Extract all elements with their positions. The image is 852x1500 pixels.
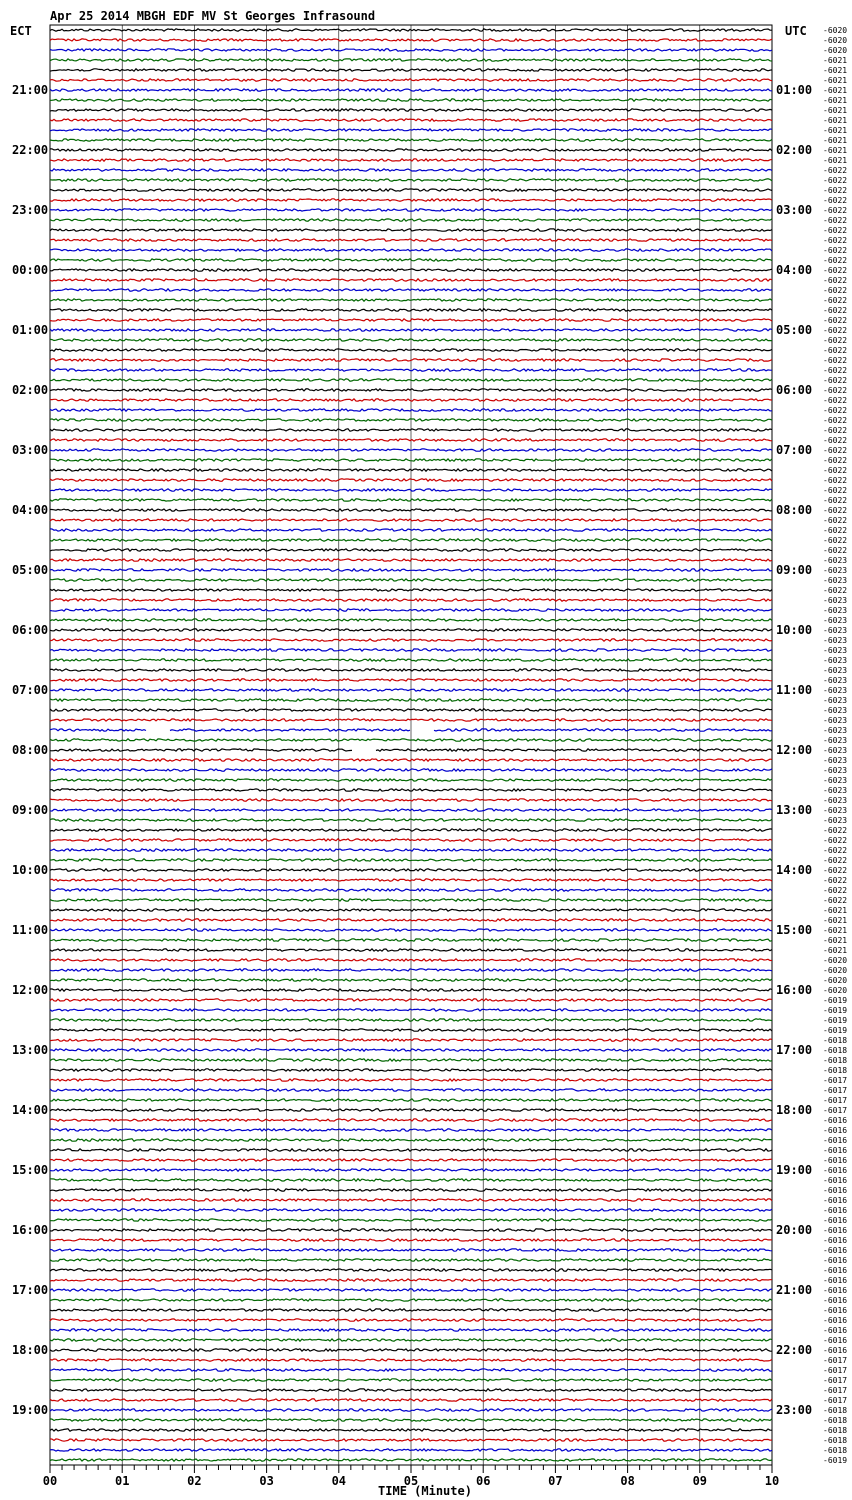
trace-offset-label: -6022 [823, 496, 848, 505]
trace-offset-label: -6016 [823, 1136, 848, 1145]
trace-offset-label: -6021 [823, 146, 848, 155]
right-hour-label: 05:00 [776, 323, 813, 337]
trace-offset-label: -6022 [823, 846, 848, 855]
trace-offset-label: -6022 [823, 396, 848, 405]
trace-offset-label: -6019 [823, 1006, 848, 1015]
trace-offset-label: -6022 [823, 406, 848, 415]
left-hour-label: 12:00 [12, 983, 49, 997]
left-hour-label: 14:00 [12, 1103, 49, 1117]
right-hour-label: 15:00 [776, 923, 813, 937]
trace-offset-label: -6021 [823, 56, 848, 65]
x-tick-label: 03 [259, 1474, 274, 1488]
right-hour-label: 03:00 [776, 203, 813, 217]
trace-offset-label: -6016 [823, 1346, 848, 1355]
trace-offset-label: -6021 [823, 156, 848, 165]
trace-offset-label: -6021 [823, 116, 848, 125]
trace-offset-label: -6022 [823, 886, 848, 895]
left-hour-label: 03:00 [12, 443, 49, 457]
right-hour-label: 01:00 [776, 83, 813, 97]
left-hour-label: 22:00 [12, 143, 49, 157]
trace-offset-label: -6022 [823, 216, 848, 225]
trace-offset-label: -6022 [823, 836, 848, 845]
trace-offset-label: -6019 [823, 1026, 848, 1035]
trace-offset-label: -6021 [823, 136, 848, 145]
trace-offset-label: -6022 [823, 226, 848, 235]
trace-offset-label: -6022 [823, 246, 848, 255]
left-hour-label: 10:00 [12, 863, 49, 877]
trace-offset-label: -6021 [823, 66, 848, 75]
trace-offset-label: -6023 [823, 706, 848, 715]
trace-offset-label: -6018 [823, 1416, 848, 1425]
trace-offset-label: -6018 [823, 1066, 848, 1075]
trace-offset-label: -6020 [823, 956, 848, 965]
trace-offset-label: -6022 [823, 336, 848, 345]
trace-offset-label: -6023 [823, 786, 848, 795]
x-tick-label: 04 [331, 1474, 347, 1488]
trace-offset-label: -6016 [823, 1266, 848, 1275]
right-hour-label: 18:00 [776, 1103, 813, 1117]
trace-offset-label: -6016 [823, 1236, 848, 1245]
trace-offset-label: -6022 [823, 856, 848, 865]
trace-offset-label: -6022 [823, 326, 848, 335]
trace-offset-label: -6016 [823, 1206, 848, 1215]
trace-offset-label: -6020 [823, 986, 848, 995]
trace-offset-label: -6017 [823, 1096, 848, 1105]
trace-offset-label: -6016 [823, 1116, 848, 1125]
trace-line [50, 499, 772, 501]
trace-offset-label: -6023 [823, 676, 848, 685]
trace-offset-label: -6023 [823, 656, 848, 665]
trace-offset-label: -6020 [823, 966, 848, 975]
trace-offset-label: -6017 [823, 1376, 848, 1385]
trace-offset-label: -6023 [823, 556, 848, 565]
trace-offset-label: -6021 [823, 946, 848, 955]
right-hour-label: 20:00 [776, 1223, 813, 1237]
left-hour-label: 02:00 [12, 383, 49, 397]
left-hour-label: 13:00 [12, 1043, 49, 1057]
trace-line [50, 559, 772, 561]
trace-offset-label: -6018 [823, 1426, 848, 1435]
trace-offset-label: -6023 [823, 736, 848, 745]
trace-offset-label: -6022 [823, 526, 848, 535]
right-hour-label: 19:00 [776, 1163, 813, 1177]
trace-offset-label: -6022 [823, 516, 848, 525]
x-tick-label: 02 [187, 1474, 202, 1488]
trace-offset-label: -6016 [823, 1176, 848, 1185]
x-tick-label: 00 [42, 1474, 58, 1488]
right-hour-label: 17:00 [776, 1043, 813, 1057]
left-hour-label: 16:00 [12, 1223, 49, 1237]
trace-offset-label: -6017 [823, 1386, 848, 1395]
right-hour-label: 10:00 [776, 623, 813, 637]
x-tick-label: 01 [114, 1474, 130, 1488]
left-hour-label: 09:00 [12, 803, 49, 817]
left-hour-label: 06:00 [12, 623, 49, 637]
right-hour-label: 13:00 [776, 803, 813, 817]
left-hour-labels [12, 83, 48, 1417]
trace-offset-label: -6020 [823, 26, 848, 35]
trace-offset-label: -6022 [823, 416, 848, 425]
x-axis-label: TIME (Minute) [378, 1484, 472, 1498]
left-hour-label: 00:00 [12, 263, 49, 277]
trace-offset-label: -6022 [823, 346, 848, 355]
right-hour-label: 04:00 [776, 263, 813, 277]
trace-offset-label: -6023 [823, 566, 848, 575]
trace-offset-label: -6023 [823, 726, 848, 735]
right-hour-label: 09:00 [776, 563, 813, 577]
trace-offset-label: -6017 [823, 1086, 848, 1095]
trace-offset-label: -6017 [823, 1356, 848, 1365]
trace-offset-label: -6018 [823, 1056, 848, 1065]
trace-offset-label: -6018 [823, 1446, 848, 1455]
trace-offset-label: -6016 [823, 1326, 848, 1335]
trace-offset-label: -6016 [823, 1156, 848, 1165]
trace-offset-label: -6021 [823, 96, 848, 105]
right-hour-label: 16:00 [776, 983, 813, 997]
left-hour-label: 04:00 [12, 503, 49, 517]
left-hour-label: 05:00 [12, 563, 49, 577]
trace-offset-label: -6022 [823, 546, 848, 555]
right-axis-label-utc: UTC [785, 24, 807, 38]
trace-offset-label: -6022 [823, 256, 848, 265]
trace-offset-label: -6019 [823, 996, 848, 1005]
left-hour-label: 08:00 [12, 743, 49, 757]
trace-offset-label: -6022 [823, 376, 848, 385]
trace-offset-label: -6022 [823, 316, 848, 325]
trace-offset-label: -6019 [823, 1016, 848, 1025]
trace-offset-label: -6021 [823, 916, 848, 925]
trace-offset-label: -6023 [823, 576, 848, 585]
trace-offset-label: -6023 [823, 616, 848, 625]
trace-offset-label: -6022 [823, 276, 848, 285]
trace-offset-label: -6023 [823, 696, 848, 705]
trace-offset-label: -6023 [823, 746, 848, 755]
right-hour-label: 22:00 [776, 1343, 813, 1357]
left-hour-label: 01:00 [12, 323, 49, 337]
trace-offset-label: -6021 [823, 86, 848, 95]
right-hour-label: 11:00 [776, 683, 813, 697]
trace-offset-label: -6022 [823, 446, 848, 455]
trace-offset-label: -6022 [823, 186, 848, 195]
left-hour-label: 19:00 [12, 1403, 49, 1417]
trace-offset-label: -6022 [823, 536, 848, 545]
trace-offset-labels [823, 26, 847, 1465]
left-hour-label: 18:00 [12, 1343, 49, 1357]
trace-offset-label: -6022 [823, 286, 848, 295]
left-hour-label: 07:00 [12, 683, 49, 697]
trace-offset-label: -6023 [823, 626, 848, 635]
trace-offset-label: -6022 [823, 166, 848, 175]
trace-offset-label: -6022 [823, 826, 848, 835]
x-tick-label: 05 [403, 1474, 419, 1488]
x-tick-label: 07 [548, 1474, 563, 1488]
trace-offset-label: -6016 [823, 1246, 848, 1255]
trace-offset-label: -6023 [823, 646, 848, 655]
left-axis-label-ect: ECT [10, 24, 32, 38]
trace-offset-label: -6018 [823, 1046, 848, 1055]
trace-offset-label: -6016 [823, 1216, 848, 1225]
trace-offset-label: -6016 [823, 1186, 848, 1195]
trace-offset-label: -6022 [823, 366, 848, 375]
left-hour-label: 23:00 [12, 203, 49, 217]
right-hour-labels [776, 83, 812, 1417]
trace-offset-label: -6022 [823, 266, 848, 275]
trace-offset-label: -6021 [823, 106, 848, 115]
x-tick-label: 08 [620, 1474, 635, 1488]
trace-offset-label: -6016 [823, 1256, 848, 1265]
trace-offset-label: -6016 [823, 1126, 848, 1135]
trace-offset-label: -6023 [823, 806, 848, 815]
trace-offset-label: -6020 [823, 976, 848, 985]
trace-offset-label: -6022 [823, 176, 848, 185]
trace-offset-label: -6017 [823, 1366, 848, 1375]
trace-offset-label: -6022 [823, 486, 848, 495]
right-hour-label: 07:00 [776, 443, 813, 457]
trace-offset-label: -6016 [823, 1196, 848, 1205]
x-tick-label: 06 [475, 1474, 491, 1488]
trace-offset-label: -6022 [823, 866, 848, 875]
left-hour-label: 17:00 [12, 1283, 49, 1297]
trace-offset-label: -6020 [823, 46, 848, 55]
x-tick-label: 10 [764, 1474, 780, 1488]
chart-title: Apr 25 2014 MBGH EDF MV St Georges Infrasound [50, 9, 376, 23]
trace-offset-label: -6022 [823, 236, 848, 245]
trace-offset-label: -6022 [823, 426, 848, 435]
left-hour-label: 15:00 [12, 1163, 49, 1177]
trace-offset-label: -6023 [823, 796, 848, 805]
trace-offset-label: -6016 [823, 1306, 848, 1315]
trace-offset-label: -6022 [823, 206, 848, 215]
trace-offset-label: -6018 [823, 1036, 848, 1045]
trace-offset-label: -6016 [823, 1296, 848, 1305]
trace-offset-label: -6022 [823, 896, 848, 905]
trace-offset-label: -6023 [823, 816, 848, 825]
trace-offset-label: -6023 [823, 716, 848, 725]
trace-offset-label: -6018 [823, 1436, 848, 1445]
left-hour-label: 21:00 [12, 83, 49, 97]
trace-offset-label: -6023 [823, 756, 848, 765]
trace-offset-label: -6023 [823, 606, 848, 615]
trace-offset-label: -6016 [823, 1146, 848, 1155]
right-hour-label: 02:00 [776, 143, 813, 157]
trace-offset-label: -6023 [823, 636, 848, 645]
trace-offset-label: -6020 [823, 36, 848, 45]
trace-offset-label: -6022 [823, 586, 848, 595]
right-hour-label: 21:00 [776, 1283, 813, 1297]
trace-offset-label: -6021 [823, 926, 848, 935]
left-hour-label: 11:00 [12, 923, 49, 937]
trace-offset-label: -6022 [823, 436, 848, 445]
trace-offset-label: -6021 [823, 936, 848, 945]
trace-offset-label: -6022 [823, 306, 848, 315]
trace-offset-label: -6018 [823, 1406, 848, 1415]
right-hour-label: 12:00 [776, 743, 813, 757]
trace-offset-label: -6022 [823, 456, 848, 465]
trace-offset-label: -6016 [823, 1286, 848, 1295]
trace-offset-label: -6016 [823, 1336, 848, 1345]
right-hour-label: 23:00 [776, 1403, 813, 1417]
trace-offset-label: -6016 [823, 1316, 848, 1325]
trace-offset-label: -6022 [823, 466, 848, 475]
trace-offset-label: -6023 [823, 666, 848, 675]
trace-offset-label: -6022 [823, 196, 848, 205]
trace-line [50, 319, 772, 321]
trace-offset-label: -6022 [823, 876, 848, 885]
trace-offset-label: -6016 [823, 1226, 848, 1235]
trace-offset-label: -6022 [823, 356, 848, 365]
trace-offset-label: -6023 [823, 596, 848, 605]
trace-offset-label: -6016 [823, 1166, 848, 1175]
trace-offset-label: -6023 [823, 776, 848, 785]
right-hour-label: 14:00 [776, 863, 813, 877]
trace-offset-label: -6022 [823, 386, 848, 395]
trace-offset-label: -6021 [823, 126, 848, 135]
trace-offset-label: -6016 [823, 1276, 848, 1285]
trace-offset-label: -6017 [823, 1396, 848, 1405]
trace-offset-label: -6023 [823, 766, 848, 775]
trace-offset-label: -6021 [823, 76, 848, 85]
right-hour-label: 06:00 [776, 383, 813, 397]
right-hour-label: 08:00 [776, 503, 813, 517]
trace-offset-label: -6021 [823, 906, 848, 915]
trace-offset-label: -6023 [823, 686, 848, 695]
x-tick-label: 09 [692, 1474, 708, 1488]
trace-offset-label: -6022 [823, 506, 848, 515]
trace-offset-label: -6019 [823, 1456, 848, 1465]
trace-offset-label: -6022 [823, 476, 848, 485]
trace-offset-label: -6022 [823, 296, 848, 305]
trace-offset-label: -6017 [823, 1106, 848, 1115]
trace-offset-label: -6017 [823, 1076, 848, 1085]
